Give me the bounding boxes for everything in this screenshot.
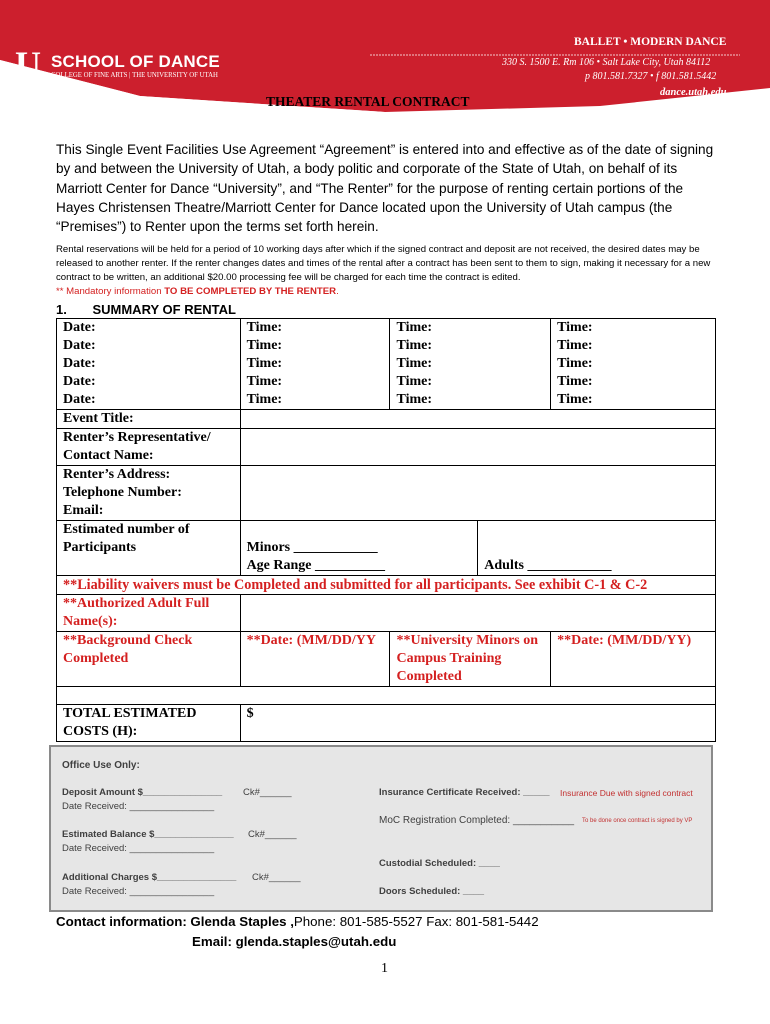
additional-date[interactable]: Date Received: ________________ (62, 886, 215, 897)
background-check-row (57, 632, 716, 687)
time-cell[interactable]: Time: (240, 355, 390, 373)
estimated-balance[interactable]: Estimated Balance $_______________ (62, 829, 234, 840)
authorized-adult-line2: Name(s): (63, 614, 118, 629)
age-range-label: Age Range __________ (246, 558, 385, 573)
contact-details-field[interactable] (240, 466, 715, 521)
time-cell[interactable]: Time: (390, 355, 551, 373)
time-cell[interactable]: Time: (390, 373, 551, 391)
authorized-adult-label (57, 595, 241, 632)
minors-label: Minors ____________ (246, 540, 378, 555)
time-cell[interactable]: Time: (240, 373, 390, 391)
custodial-scheduled[interactable]: Custodial Scheduled: ____ (379, 858, 500, 869)
page-number: 1 (381, 961, 388, 976)
rental-note-text: Rental reservations will be held for a period of 10 working days after which if the signed contract and deposit are not received, the desired dates may be released to another renter. If the renter changes dates and times of the rental after a contract has been sent to them to sign, making it necessary for a new contract to be written, an additional $20.00 processing fee will be charged for each time the contract is edited. (56, 244, 711, 283)
moc-note: To be done once contract is signed by VP (582, 818, 693, 824)
date-cell[interactable]: Date: (57, 355, 241, 373)
authorized-adult-line1: **Authorized Adult Full (63, 596, 210, 611)
doors-scheduled[interactable]: Doors Scheduled: ____ (379, 886, 485, 897)
deposit-check[interactable]: Ck#______ (243, 787, 292, 798)
college-name: COLLEGE OF FINE ARTS | THE UNIVERSITY OF UTAH (51, 72, 218, 79)
participants-label-line2: Participants (63, 540, 137, 555)
liability-row (57, 576, 716, 595)
date-row (57, 355, 716, 373)
page-title: THEATER RENTAL CONTRACT (266, 94, 470, 109)
date-cell[interactable]: Date: (57, 373, 241, 391)
spacer-row (57, 687, 716, 705)
representative-label (57, 429, 241, 466)
time-cell[interactable]: Time: (551, 319, 716, 338)
university-logo (15, 44, 41, 84)
participants-label-line1: Estimated number of (63, 522, 190, 537)
background-check-line2: Completed (63, 651, 129, 666)
total-costs-line2: COSTS (H): (63, 724, 138, 739)
time-cell[interactable]: Time: (551, 337, 716, 355)
minors-training-label[interactable] (390, 632, 551, 687)
additional-charges[interactable]: Additional Charges $_______________ (62, 872, 237, 883)
mandatory-prefix: ** Mandatory information (56, 286, 165, 297)
office-use-box (49, 745, 713, 912)
address-label: Renter’s Address: (57, 466, 241, 485)
time-cell[interactable]: Time: (551, 373, 716, 391)
date-row (57, 319, 716, 338)
balance-date[interactable]: Date Received: ________________ (62, 843, 215, 854)
representative-label-line2: Contact Name: (63, 448, 154, 463)
liability-notice: **Liability waivers must be Completed and submitted for all participants. See exhibit C-1 & C-2 (57, 576, 716, 595)
background-check-line1: **Background Check (63, 633, 193, 648)
date-cell[interactable]: Date: (57, 391, 241, 410)
contact-email[interactable]: Email: glenda.staples@utah.edu (192, 934, 397, 949)
minors-field[interactable] (240, 521, 478, 576)
date-cell[interactable]: Date: (57, 319, 241, 338)
date-cell[interactable]: Date: (57, 337, 241, 355)
mandatory-emphasis: TO BE COMPLETED BY THE RENTER (164, 286, 337, 297)
section-heading (56, 302, 236, 317)
representative-row (57, 429, 716, 466)
mandatory-suffix: . (336, 286, 339, 297)
representative-label-line1: Renter’s Representative/ (63, 430, 211, 445)
balance-check[interactable]: Ck#______ (248, 829, 297, 840)
summary-table (56, 318, 716, 742)
background-check-label (57, 632, 241, 687)
section-number: 1. (56, 302, 67, 317)
minors-training-line2: Campus Training (396, 651, 502, 666)
background-date-label[interactable]: **Date: (MM/DD/YY (240, 632, 390, 687)
header-address: 330 S. 1500 E. Rm 106 • Salt Lake City, Utah 84112 (502, 57, 711, 68)
section-title: SUMMARY OF RENTAL (92, 302, 236, 317)
deposit-amount[interactable]: Deposit Amount $_______________ (62, 787, 223, 798)
time-cell[interactable]: Time: (240, 337, 390, 355)
participants-row (57, 521, 716, 576)
total-costs-label (57, 705, 241, 742)
program-names: BALLET • MODERN DANCE (574, 36, 727, 48)
deposit-date[interactable]: Date Received: ________________ (62, 801, 215, 812)
email-label: Email: (57, 502, 241, 521)
event-title-field[interactable] (240, 410, 715, 429)
time-cell[interactable]: Time: (390, 391, 551, 410)
authorized-adult-field[interactable] (240, 595, 715, 632)
adults-field[interactable] (478, 521, 716, 576)
adults-label: Adults ____________ (484, 558, 612, 573)
mandatory-note (56, 286, 339, 297)
total-costs-row (57, 705, 716, 742)
contact-phone: Phone: 801-585-5527 Fax: 801-581-5442 (293, 914, 539, 929)
minors-training-line3: Completed (396, 669, 462, 684)
minors-training-line1: **University Minors on (396, 633, 539, 648)
school-name: SCHOOL OF DANCE (51, 52, 220, 71)
contact-line (56, 914, 539, 929)
header-website: dance.utah.edu (660, 87, 727, 98)
time-cell[interactable]: Time: (390, 319, 551, 338)
contact-label: Contact information: Glenda Staples , (56, 914, 294, 929)
telephone-label: Telephone Number: (57, 484, 241, 502)
insurance-note: Insurance Due with signed contract (560, 788, 693, 798)
time-cell[interactable]: Time: (240, 391, 390, 410)
office-heading: Office Use Only: (62, 760, 140, 771)
logo-u-icon: U (15, 44, 41, 84)
moc-registration[interactable]: MoC Registration Completed: ___________ (379, 815, 575, 826)
event-title-label: Event Title: (57, 410, 241, 429)
representative-field[interactable] (240, 429, 715, 466)
date-row (57, 337, 716, 355)
header-phone: p 801.581.7327 • f 801.581.5442 (585, 71, 717, 82)
time-cell[interactable]: Time: (551, 355, 716, 373)
blank-row (57, 687, 716, 705)
total-costs-line1: TOTAL ESTIMATED (63, 706, 197, 721)
participants-label (57, 521, 241, 576)
date-row (57, 391, 716, 410)
authorized-adult-row (57, 595, 716, 632)
intro-paragraph: This Single Event Facilities Use Agreement “Agreement” is entered into and effective as of the date of signing by and between the University of Utah, a body politic and corporate of the State of Utah, on behalf of its Marriott Center for Dance “University”, and “The Renter” for the purpose of renting certain portions of the Hayes Christensen Theatre/Marriott Center for Dance located upon the University of Utah campus (the “Premises”) to Renter upon the terms set forth herein. (56, 142, 714, 235)
address-row (57, 466, 716, 485)
total-costs-field[interactable]: $ (240, 705, 715, 742)
rental-note (56, 243, 721, 299)
training-date-label[interactable]: **Date: (MM/DD/YY) (551, 632, 716, 687)
event-title-row (57, 410, 716, 429)
time-cell[interactable]: Time: (390, 337, 551, 355)
date-row (57, 373, 716, 391)
additional-check[interactable]: Ck#______ (252, 872, 301, 883)
insurance-received[interactable]: Insurance Certificate Received: _____ (379, 787, 550, 798)
time-cell[interactable]: Time: (240, 319, 390, 338)
time-cell[interactable]: Time: (551, 391, 716, 410)
